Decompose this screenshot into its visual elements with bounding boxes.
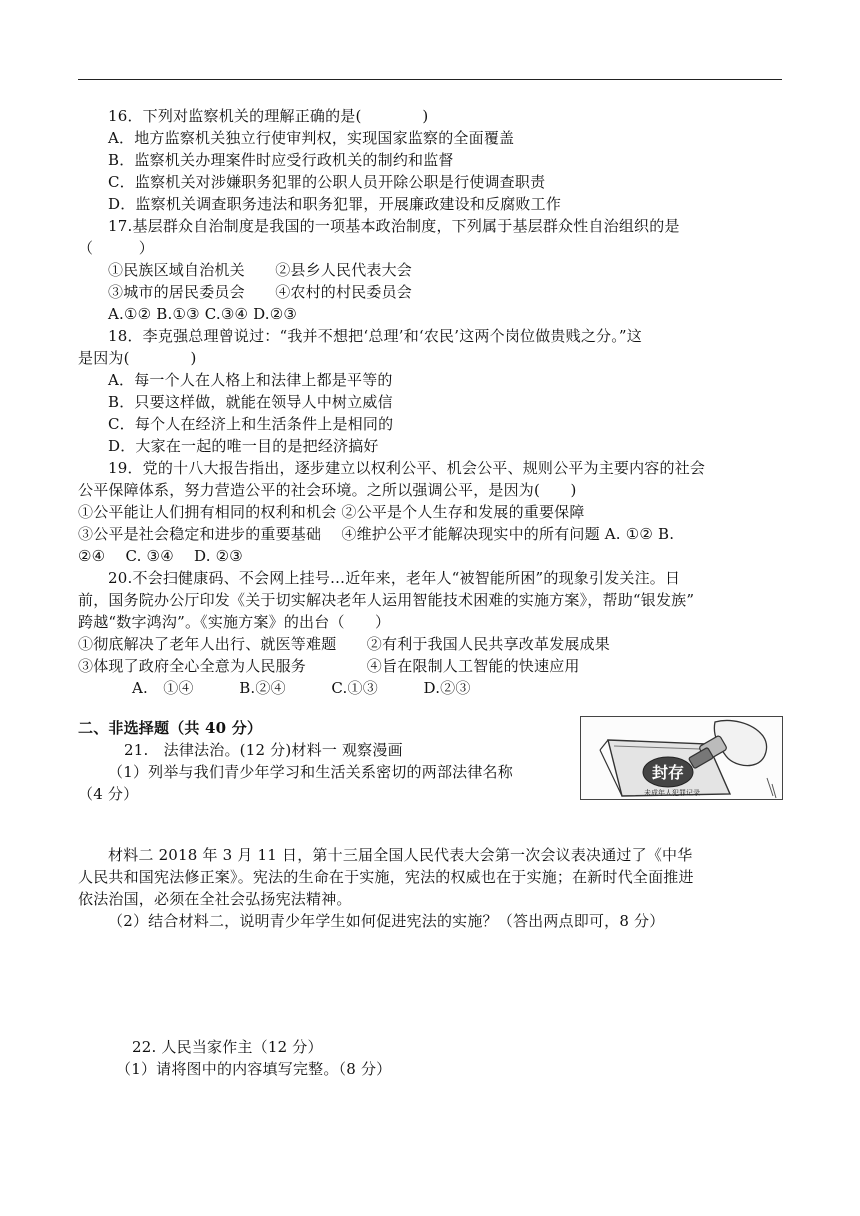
q19-options-line2: ③公平是社会稳定和进步的重要基础 ④维护公平才能解决现实中的所有问题 A. ①② B. [78,525,675,543]
q21-material2-line3: 依法治国，必须在全社会弘扬宪法精神。 [78,890,352,908]
q18-option-b: B．只要这样做，就能在领导人中树立威信 [108,393,393,411]
q20-stem-line3: 跨越“数字鸿沟”。《实施方案》的出台（ ） [78,613,391,631]
cartoon-stamp-text: 封存 [651,763,685,782]
q22-stem: 22. 人民当家作主（12 分） [132,1038,323,1056]
header-rule [78,79,782,80]
cartoon-book-title: 未成年人犯罪记录 [644,789,700,797]
q20-choices: A. ①④ B.②④ C.①③ D.②③ [132,679,471,697]
q21-sub1-line1: （1）列举与我们青少年学习和生活关系密切的两部法律名称 [108,763,513,781]
q21-material2-line2: 人民共和国宪法修正案》。宪法的生命在于实施，宪法的权威也在于实施；在新时代全面推进 [78,868,694,886]
q16-option-a: A．地方监察机关独立行使审判权，实现国家监察的全面覆盖 [108,129,515,147]
q16-stem: 16．下列对监察机关的理解正确的是( ) [108,107,429,125]
q20-options-line2: ③体现了政府全心全意为人民服务 ④旨在限制人工智能的快速应用 [78,657,580,675]
q17-stem-line2: （ ） [78,239,155,257]
q20-stem-line2: 前，国务院办公厅印发《关于切实解决老年人运用智能技术困难的实施方案》，帮助“银发族” [78,591,695,609]
q17-stem-line1: 17.基层群众自治制度是我国的一项基本政治制度，下列属于基层群众性自治组织的是 [108,217,680,235]
cartoon-image [580,716,783,800]
q21-stem: 21. 法律法治。(12 分)材料一 观察漫画 [124,741,403,759]
q17-options-line1: ①民族区域自治机关 ②县乡人民代表大会 [108,261,413,279]
q21-sub1-line2: （4 分） [78,785,139,803]
q18-stem-line2: 是因为( ) [78,349,197,367]
q19-stem-line2: 公平保障体系，努力营造公平的社会环境。之所以强调公平，是因为( ) [78,481,577,499]
q18-stem-line1: 18．李克强总理曾说过：“我并不想把‘总理’和‘农民’这两个岗位做贵贱之分。”这 [108,327,642,345]
q21-material2-line1: 材料二 2018 年 3 月 11 日，第十三届全国人民代表大会第一次会议表决通过了《中华 [108,846,693,864]
q16-option-d: D．监察机关调查职务违法和职务犯罪，开展廉政建设和反腐败工作 [108,195,562,213]
q21-sub2: （2）结合材料二，说明青少年学生如何促进宪法的实施？（答出两点即可，8 分） [108,912,665,930]
q22-sub1: （1）请将图中的内容填写完整。（8 分） [116,1060,392,1078]
section-title: 二、非选择题（共 40 分） [78,719,263,737]
q16-option-c: C．监察机关对涉嫌职务犯罪的公职人员开除公职是行使调查职责 [108,173,546,191]
q18-option-c: C．每个人在经济上和生活条件上是相同的 [108,415,394,433]
q19-stem-line1: 19．党的十八大报告指出，逐步建立以权利公平、机会公平、规则公平为主要内容的社会 [108,459,706,477]
q16-option-b: B．监察机关办理案件时应受行政机关的制约和监督 [108,151,454,169]
q17-choices: A.①② B.①③ C.③④ D.②③ [108,305,298,323]
q20-stem-line1: 20.不会扫健康码、不会网上挂号…近年来，老年人“被智能所困”的现象引发关注。日 [108,569,681,587]
q19-options-line1: ①公平能让人们拥有相同的权利和机会 ②公平是个人生存和发展的重要保障 [78,503,585,521]
q17-options-line2: ③城市的居民委员会 ④农村的村民委员会 [108,283,413,301]
q18-option-a: A．每一个人在人格上和法律上都是平等的 [108,371,393,389]
q18-option-d: D．大家在一起的唯一目的是把经济搞好 [108,437,379,455]
q19-options-line3: ②④ C. ③④ D. ②③ [78,547,243,565]
q20-options-line1: ①彻底解决了老年人出行、就医等难题 ②有利于我国人民共享改革发展成果 [78,635,611,653]
